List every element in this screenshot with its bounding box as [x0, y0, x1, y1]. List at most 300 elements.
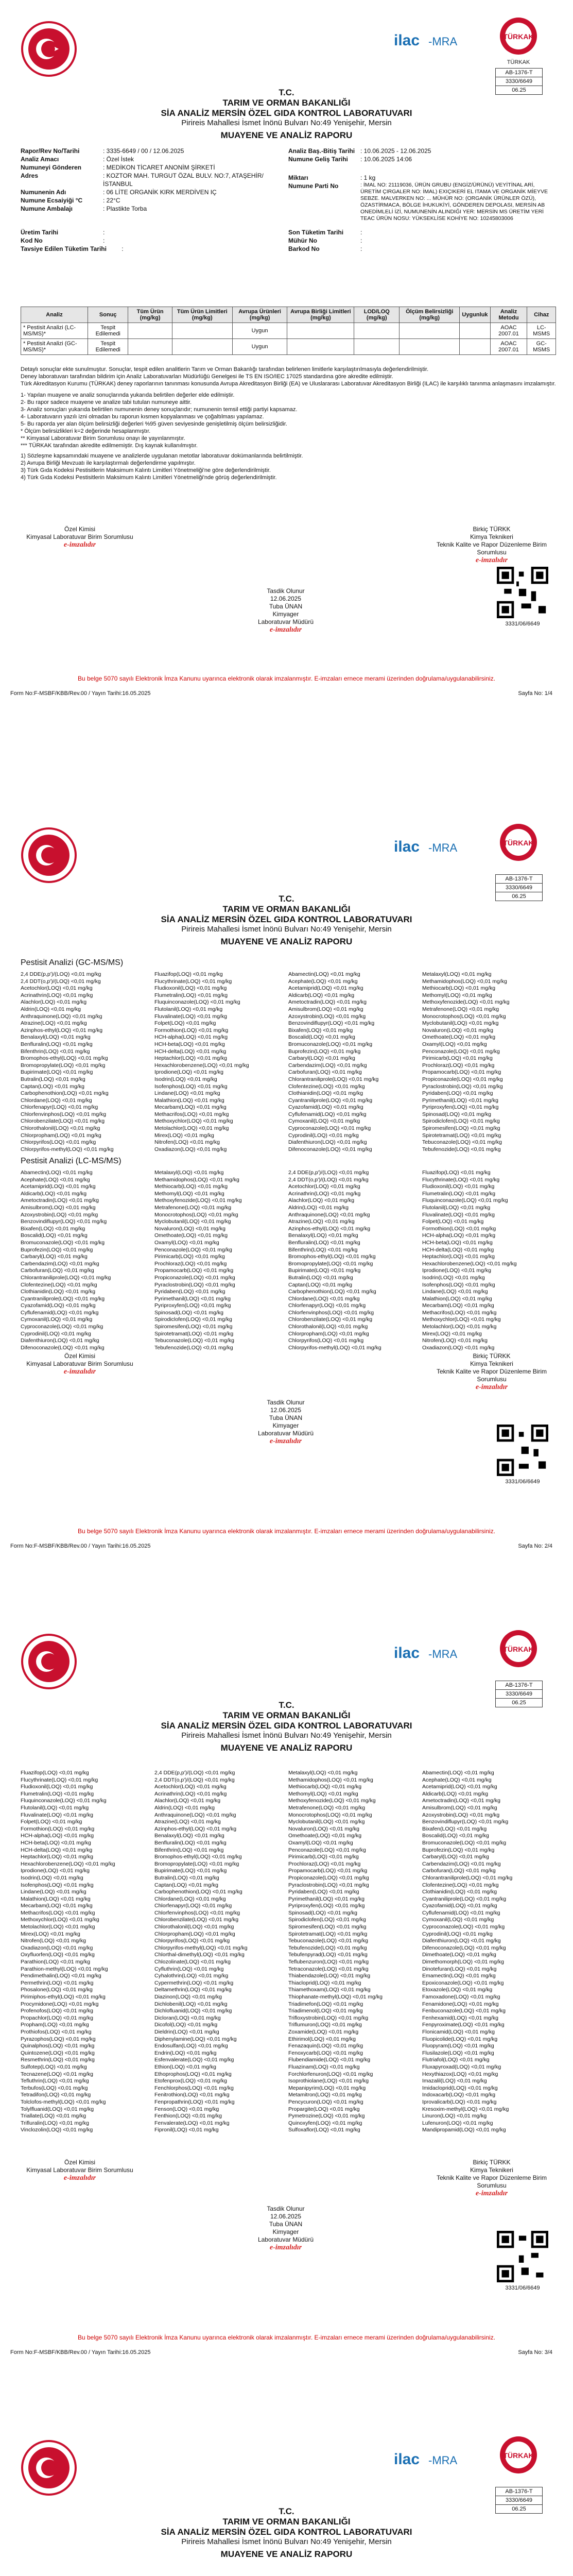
pesticide-item: Alachlor(LOQ) <0,01 mg/kg — [154, 1798, 221, 1804]
col-header: Ölçüm Belirsizliği (mg/kg) — [400, 307, 460, 323]
pesticide-item: Chlorfenapyr(LOQ) <0,01 mg/kg — [21, 1104, 98, 1111]
pesticide-item: Mandipropamid(LOQ) <0,01 mg/kg — [422, 2127, 506, 2133]
date-value: : — [360, 229, 362, 236]
pesticide-item: Pyridaben(LOQ) <0,01 mg/kg — [422, 1090, 493, 1097]
pesticide-item: Bixafen(LOQ) <0,01 mg/kg — [288, 1027, 353, 1033]
pesticide-item: Isodrin(LOQ) <0,01 mg/kg — [154, 1076, 217, 1082]
pesticide-item: Cyantraniliprole(LOQ) <0,01 mg/kg — [288, 1097, 373, 1104]
footnotes — [21, 366, 556, 481]
pesticide-item: HCH-beta(LOQ) <0,01 mg/kg — [422, 1239, 493, 1246]
cell: AOAC 2007.01 — [490, 323, 527, 339]
pesticide-column — [288, 1170, 422, 1351]
pesticide-item: Pencycuron(LOQ) <0,01 mg/kg — [288, 2098, 363, 2105]
date-label: Mühür No — [288, 237, 317, 244]
col-header: Uygunluk — [460, 307, 490, 323]
pesticide-item: Mirex(LOQ) <0,01 mg/kg — [154, 1132, 214, 1139]
pesticide-item: Acephate(LOQ) <0,01 mg/kg — [422, 1776, 492, 1783]
pesticide-item: Aldrin(LOQ) <0,01 mg/kg — [288, 1204, 349, 1211]
signer-role: Kimyager — [272, 611, 299, 618]
report-verify-code: 3331/06/6649 — [505, 2285, 540, 2291]
pesticide-item: Difenoconazole(LOQ) <0,01 mg/kg — [422, 1944, 506, 1951]
pesticide-item: Nitrofen(LOQ) <0,01 mg/kg — [422, 1337, 488, 1344]
svg-text:TÜRKAK: TÜRKAK — [507, 59, 530, 65]
pesticide-item: Oxamyl(LOQ) <0,01 mg/kg — [288, 1839, 353, 1846]
info-label: Adres — [21, 172, 39, 179]
ministry-name: TARIM VE ORMAN BAKANLIĞI — [222, 1710, 351, 1720]
pesticide-item: Acetochlor(LOQ) <0,01 mg/kg — [154, 1784, 227, 1790]
pesticide-item: Ethion(LOQ) <0,01 mg/kg — [154, 2063, 216, 2070]
pesticide-item: Hexachlorobenzene(LOQ) <0,01 mg/kg — [422, 1260, 517, 1267]
report-title: MUAYENE VE ANALİZ RAPORU — [220, 937, 353, 946]
pesticide-item: Cymoxanil(LOQ) <0,01 mg/kg — [288, 1118, 360, 1125]
quality-signature — [432, 2159, 551, 2197]
pesticide-item: Benalaxyl(LOQ) <0,01 mg/kg — [154, 1833, 224, 1839]
pesticide-item: Chlorpropham(LOQ) <0,01 mg/kg — [288, 1330, 369, 1337]
pesticide-item: Imazalil(LOQ) <0,01 mg/kg — [422, 2078, 487, 2084]
pesticide-item: Cyazofamid(LOQ) <0,01 mg/kg — [21, 1302, 96, 1309]
pesticide-item: Chlorothalonil(LOQ) <0,01 mg/kg — [154, 1924, 234, 1930]
e-signature-stamp: e-imzalıdır — [63, 541, 96, 549]
report-titles — [0, 88, 573, 141]
pesticide-item: Nitrofen(LOQ) <0,01 mg/kg — [21, 1938, 86, 1944]
accreditation-no: AB-1376-T — [496, 2487, 542, 2496]
pesticide-item: Carbofuran(LOQ) <0,01 mg/kg — [288, 1069, 362, 1076]
pesticide-item: Acrinathrin(LOQ) <0,01 mg/kg — [21, 992, 93, 998]
pesticide-item: Anthraquinone(LOQ) <0,01 mg/kg — [21, 1013, 102, 1020]
pesticide-item: Monocrotophos(LOQ) <0,01 mg/kg — [288, 1811, 372, 1818]
pesticide-item: Chlorobenzilate(LOQ) <0,01 mg/kg — [21, 1118, 105, 1125]
accreditation-no: AB-1376-T — [496, 875, 542, 884]
info-value: : MEDİKON TİCARET ANONİM ŞİRKETİ — [103, 164, 215, 171]
pesticide-item: Propiconazole(LOQ) <0,01 mg/kg — [422, 1076, 503, 1082]
report-titles — [0, 894, 573, 947]
info-label: Analiz Amacı — [21, 156, 59, 163]
pesticide-item: Parathion-methyl(LOQ) <0,01 mg/kg — [21, 1965, 108, 1972]
pesticide-item: Chlorpyrifos-methyl(LOQ) <0,01 mg/kg — [288, 1344, 381, 1351]
pesticide-item: Abamectin(LOQ) <0,01 mg/kg — [21, 1170, 93, 1176]
page-header — [0, 10, 573, 93]
pesticide-item: Spinosad(LOQ) <0,01 mg/kg — [422, 1111, 491, 1117]
pesticide-item: Dicofol(LOQ) <0,01 mg/kg — [154, 2022, 218, 2028]
ministry-label: T.C. — [279, 2506, 294, 2516]
pesticide-item: Cyantraniliprole(LOQ) <0,01 mg/kg — [21, 1295, 105, 1302]
turkak-logo — [494, 15, 543, 67]
pesticide-item: Propiconazole(LOQ) <0,01 mg/kg — [154, 1274, 235, 1281]
pesticide-item: Abamectin(LOQ) <0,01 mg/kg — [422, 1770, 494, 1776]
pesticide-item: Flubendiamide(LOQ) <0,01 mg/kg — [288, 2057, 371, 2063]
info-label: Analiz Baş.-Bitiş Tarihi — [288, 147, 355, 155]
pesticide-item: Atrazine(LOQ) <0,01 mg/kg — [154, 1819, 221, 1825]
pesticide-item: Propamocarb(LOQ) <0,01 mg/kg — [288, 1868, 368, 1874]
pesticide-item: Epoxiconazole(LOQ) <0,01 mg/kg — [422, 1979, 504, 1986]
pesticide-item: Diphenylamine(LOQ) <0,01 mg/kg — [154, 2036, 237, 2042]
pesticide-item: Myclobutanil(LOQ) <0,01 mg/kg — [288, 1819, 365, 1825]
pesticide-item: Fluopyram(LOQ) <0,01 mg/kg — [422, 2043, 494, 2049]
pesticide-item: Acetochlor(LOQ) <0,01 mg/kg — [288, 1183, 360, 1190]
pesticide-item: Chlozolinate(LOQ) <0,01 mg/kg — [154, 1959, 231, 1965]
pesticide-item: Aldrin(LOQ) <0,01 mg/kg — [154, 1804, 215, 1811]
pesticide-item: Cyantraniliprole(LOQ) <0,01 mg/kg — [422, 1895, 507, 1902]
pesticide-item: Pyriproxyfen(LOQ) <0,01 mg/kg — [288, 1903, 365, 1909]
pesticide-item: 2,4 DDT(o,p')/(LOQ) <0,01 mg/kg — [288, 1176, 369, 1183]
ilac-mra-logo — [391, 2444, 463, 2475]
pesticide-item: Aldrin(LOQ) <0,01 mg/kg — [21, 1006, 81, 1012]
pesticide-item: Benzovindiflupyr(LOQ) <0,01 mg/kg — [288, 1020, 375, 1027]
pesticide-item: Bromopropylate(LOQ) <0,01 mg/kg — [21, 1062, 106, 1069]
pesticide-item: Azoxystrobin(LOQ) <0,01 mg/kg — [21, 1211, 98, 1218]
pesticide-item: Chlorpyrifos(LOQ) <0,01 mg/kg — [154, 1938, 230, 1944]
pesticide-item: Cyflufenamid(LOQ) <0,01 mg/kg — [422, 1909, 500, 1916]
quality-signature — [432, 1352, 551, 1391]
signer-name: Özel Kimisi — [64, 526, 95, 533]
pesticide-item: Acetamiprid(LOQ) <0,01 mg/kg — [21, 1183, 96, 1190]
date-value: : — [360, 245, 362, 252]
pesticide-item: Spirodiclofen(LOQ) <0,01 mg/kg — [154, 1316, 232, 1323]
svg-text:ilac: ilac — [394, 1645, 420, 1662]
revision-code: 06.25 — [512, 87, 526, 93]
revision-code: 06.25 — [512, 893, 526, 900]
pesticide-item: Oxamyl(LOQ) <0,01 mg/kg — [154, 1239, 219, 1246]
section-title: Pestisit Analizi (GC-MS/MS) — [21, 958, 124, 967]
cell — [172, 323, 232, 339]
pesticide-item: Alachlor(LOQ) <0,01 mg/kg — [288, 1197, 355, 1204]
pesticide-item: Formothion(LOQ) <0,01 mg/kg — [154, 1027, 229, 1033]
pesticide-item: Thiamethoxam(LOQ) <0,01 mg/kg — [288, 1987, 371, 1993]
chem-lab-signature — [21, 1352, 139, 1376]
pesticide-item: Heptachlor(LOQ) <0,01 mg/kg — [154, 1055, 227, 1062]
pesticide-item: Buprofezin(LOQ) <0,01 mg/kg — [288, 1048, 361, 1055]
pesticide-item: Chlordane(LOQ) <0,01 mg/kg — [288, 1295, 360, 1302]
pesticide-item: Metrafenone(LOQ) <0,01 mg/kg — [288, 1804, 366, 1811]
signer-role: Kimya Teknikeri — [470, 1360, 513, 1367]
pesticide-column — [422, 971, 556, 1153]
pesticide-item: Dimethoate(LOQ) <0,01 mg/kg — [422, 1952, 496, 1958]
col-header: Tüm Ürün (mg/kg) — [128, 307, 172, 323]
pesticide-item: Ametoctradin(LOQ) <0,01 mg/kg — [422, 1798, 501, 1804]
lab-name: SİA ANALİZ MERSİN ÖZEL GIDA KONTROL LABORATUVARI — [161, 108, 412, 118]
pesticide-item: Omethoate(LOQ) <0,01 mg/kg — [422, 1034, 496, 1041]
pesticide-item: HCH-delta(LOQ) <0,01 mg/kg — [422, 1246, 494, 1253]
pesticide-item: Fluazifop(LOQ) <0,01 mg/kg — [422, 1170, 491, 1176]
pesticide-item: Cyprodinil(LOQ) <0,01 mg/kg — [288, 1132, 359, 1139]
pesticide-item: Fipronil(LOQ) <0,01 mg/kg — [154, 2127, 219, 2133]
pesticide-item: Ethirimol(LOQ) <0,01 mg/kg — [288, 2036, 356, 2042]
pesticide-item: Cyproconazole(LOQ) <0,01 mg/kg — [288, 1125, 371, 1132]
cell — [354, 339, 400, 355]
pesticide-item: Mecarbam(LOQ) <0,01 mg/kg — [422, 1302, 494, 1309]
e-signature-stamp: e-imzalıdır — [63, 2174, 96, 2182]
pesticide-item: Flusilazole(LOQ) <0,01 mg/kg — [422, 2049, 494, 2056]
note-line: 2) Avrupa Birliği Mevzuatı ile karşılaştırmalı değerlendirme yapılmıştır. — [21, 460, 196, 466]
pesticide-item: HCH-beta(LOQ) <0,01 mg/kg — [21, 1839, 91, 1846]
ministry-label: T.C. — [279, 1700, 294, 1710]
pesticide-item: Flumetralin(LOQ) <0,01 mg/kg — [154, 992, 228, 998]
approval-label: Tasdik Olunur — [267, 2205, 305, 2212]
pesticide-item: Dicloran(LOQ) <0,01 mg/kg — [154, 2014, 221, 2021]
pesticide-item: Benzovindiflupyr(LOQ) <0,01 mg/kg — [422, 1819, 509, 1825]
pesticide-item: Chlorpyrifos(LOQ) <0,01 mg/kg — [21, 1139, 96, 1146]
qr-code-icon[interactable] — [497, 567, 548, 618]
svg-text:TÜRKAK: TÜRKAK — [503, 839, 534, 847]
svg-text:TÜRKAK: TÜRKAK — [503, 1645, 534, 1653]
cell: Tespit Edilemedi — [88, 339, 128, 355]
pesticide-item: Bifenthrin(LOQ) <0,01 mg/kg — [288, 1246, 358, 1253]
pesticide-item: Methoxychlor(LOQ) <0,01 mg/kg — [154, 1118, 233, 1125]
pesticide-item: Cyproconazole(LOQ) <0,01 mg/kg — [422, 1924, 505, 1930]
qr-code-icon[interactable] — [497, 2231, 548, 2282]
note-line: 4- Laboratuvarın yazılı izni olmadan bu raporun kısmen kopyalanması ve çoğaltılması yapılamaz. — [21, 414, 264, 420]
pesticide-item: Thiophanate-methyl(LOQ) <0,01 mg/kg — [288, 1994, 383, 2000]
pesticide-item: Methacrifos(LOQ) <0,01 mg/kg — [422, 1309, 497, 1316]
pesticide-item: Spirodiclofen(LOQ) <0,01 mg/kg — [288, 1917, 366, 1923]
pesticide-column — [288, 971, 422, 1153]
pesticide-item: Butralin(LOQ) <0,01 mg/kg — [154, 1874, 219, 1881]
pesticide-item: Oxadiazon(LOQ) <0,01 mg/kg — [21, 1944, 93, 1951]
pesticide-item: Oxadiazon(LOQ) <0,01 mg/kg — [422, 1344, 495, 1351]
info-label: Numune Ecsaiyiği °C — [21, 197, 83, 204]
signer-name: Birkiç TÜRKK — [473, 526, 511, 533]
pesticide-item: Carbendazim(LOQ) <0,01 mg/kg — [21, 1260, 99, 1267]
pesticide-item: Flucythrinate(LOQ) <0,01 mg/kg — [154, 978, 232, 985]
pesticide-item: Acephate(LOQ) <0,01 mg/kg — [288, 978, 358, 985]
pesticide-item: Bromopropylate(LOQ) <0,01 mg/kg — [288, 1260, 373, 1267]
pesticide-item: Bixafen(LOQ) <0,01 mg/kg — [21, 1225, 85, 1232]
lab-name: SİA ANALİZ MERSİN ÖZEL GIDA KONTROL LABORATUVARI — [161, 1721, 412, 1731]
pesticide-item: Tefluthrin(LOQ) <0,01 mg/kg — [21, 2078, 89, 2084]
pesticide-item: Methacrifos(LOQ) <0,01 mg/kg — [21, 1909, 95, 1916]
turkak-logo — [494, 1628, 543, 1680]
pesticide-item: Tebufenozide(LOQ) <0,01 mg/kg — [288, 1944, 367, 1951]
pesticide-item: Tebuconazole(LOQ) <0,01 mg/kg — [288, 1938, 368, 1944]
report-page-3 — [0, 1623, 573, 2421]
ministry-name: TARIM VE ORMAN BAKANLIĞI — [222, 904, 351, 914]
lab-name: SİA ANALİZ MERSİN ÖZEL GIDA KONTROL LABORATUVARI — [161, 2527, 412, 2537]
pesticide-item: Kresoxim-methyl(LOQ) <0,01 mg/kg — [422, 2106, 509, 2112]
pesticide-item: Ametoctradin(LOQ) <0,01 mg/kg — [288, 999, 367, 1006]
quality-signature — [432, 526, 551, 564]
pesticide-item: Trifluralin(LOQ) <0,01 mg/kg — [21, 2120, 89, 2126]
pesticide-item: Tebufenozide(LOQ) <0,01 mg/kg — [154, 1344, 233, 1351]
ministry-emblem-icon — [21, 21, 77, 77]
pesticide-item: Difenoconazole(LOQ) <0,01 mg/kg — [21, 1344, 105, 1351]
pesticide-column — [288, 1770, 422, 2134]
pesticide-item: Omethoate(LOQ) <0,01 mg/kg — [154, 1232, 228, 1239]
info-label: Numune Geliş Tarihi — [288, 156, 348, 163]
ilac-mra-logo — [391, 25, 463, 56]
signer-title: Kimyasal Laboratuvar Birim Sorumlusu — [26, 2166, 133, 2174]
report-page-4 — [0, 2429, 573, 2576]
e-signature-stamp: e-imzalıdır — [269, 2244, 302, 2251]
pesticide-item: Acrinathrin(LOQ) <0,01 mg/kg — [288, 1190, 361, 1197]
pesticide-item: Clofentezine(LOQ) <0,01 mg/kg — [21, 1281, 97, 1288]
pesticide-item: Folpet(LOQ) <0,01 mg/kg — [154, 1020, 216, 1027]
form-number: Form No:F-MSBF/KBB/Rev.00 / Yayın Tarihi:16.05.2025 — [10, 2349, 151, 2355]
pesticide-item: Novaluron(LOQ) <0,01 mg/kg — [422, 1027, 494, 1033]
cell: * Pestisit Analizi (LC-MS/MS)* — [21, 323, 88, 339]
pesticide-item: Myclobutanil(LOQ) <0,01 mg/kg — [422, 1020, 499, 1027]
pesticide-item: Spirotetramat(LOQ) <0,01 mg/kg — [154, 1330, 234, 1337]
pesticide-item: Propamocarb(LOQ) <0,01 mg/kg — [154, 1267, 234, 1274]
table-row — [21, 339, 556, 355]
pesticide-item: Pyraclostrobin(LOQ) <0,01 mg/kg — [288, 1882, 369, 1888]
pesticide-item: Phosalone(LOQ) <0,01 mg/kg — [21, 1987, 93, 1993]
pesticide-item: Resmethrin(LOQ) <0,01 mg/kg — [21, 2057, 95, 2063]
report-verify-code: 3331/06/6649 — [505, 1479, 540, 1485]
pesticide-item: Flutriafol(LOQ) <0,01 mg/kg — [422, 2057, 490, 2063]
pesticide-item: Clothianidin(LOQ) <0,01 mg/kg — [21, 1289, 96, 1295]
pesticide-item: Metalaxyl(LOQ) <0,01 mg/kg — [422, 971, 492, 977]
pesticide-item: Aldicarb(LOQ) <0,01 mg/kg — [422, 1790, 489, 1797]
pesticide-item: Pyrimethanil(LOQ) <0,01 mg/kg — [422, 1097, 498, 1104]
pesticide-item: Mirex(LOQ) <0,01 mg/kg — [422, 1330, 482, 1337]
pesticide-item: Thiacloprid(LOQ) <0,01 mg/kg — [288, 1979, 361, 1986]
pesticide-item: Carbophenothion(LOQ) <0,01 mg/kg — [154, 1889, 242, 1895]
pesticide-column — [21, 971, 154, 1153]
pesticide-item: Acrinathrin(LOQ) <0,01 mg/kg — [154, 1790, 227, 1797]
pesticide-item: Tebufenozide(LOQ) <0,01 mg/kg — [422, 1146, 501, 1153]
pesticide-item: Teflubenzuron(LOQ) <0,01 mg/kg — [288, 1959, 369, 1965]
pesticide-item: Pyraclostrobin(LOQ) <0,01 mg/kg — [422, 1083, 503, 1090]
col-header: Tüm Ürün Limitleri (mg/kg) — [172, 307, 232, 323]
pesticide-item: Fludioxonil(LOQ) <0,01 mg/kg — [422, 1183, 495, 1190]
pesticide-item: Pymetrozine(LOQ) <0,01 mg/kg — [288, 2113, 365, 2120]
pesticide-item: Cyprodinil(LOQ) <0,01 mg/kg — [422, 1930, 493, 1937]
pesticide-item: Chlorpropham(LOQ) <0,01 mg/kg — [154, 1930, 235, 1937]
pesticide-item: Quinoxyfen(LOQ) <0,01 mg/kg — [288, 2120, 362, 2126]
page-header — [0, 2429, 573, 2512]
svg-text:-MRA: -MRA — [428, 1648, 458, 1660]
report-title: MUAYENE VE ANALİZ RAPORU — [220, 130, 353, 140]
e-signature-stamp: e-imzalıdır — [475, 1383, 508, 1391]
signer-title: Kimyasal Laboratuvar Birim Sorumlusu — [26, 1360, 133, 1367]
pesticide-item: Cyfluthrin(LOQ) <0,01 mg/kg — [154, 1965, 224, 1972]
pesticide-item: Fenpropathrin(LOQ) <0,01 mg/kg — [154, 2098, 235, 2105]
cell — [400, 323, 460, 339]
pesticide-item: Chlordane(LOQ) <0,01 mg/kg — [154, 1895, 226, 1902]
results-header-row — [21, 307, 556, 323]
pesticide-item: Cypermethrin(LOQ) <0,01 mg/kg — [154, 1979, 234, 1986]
pesticide-item: Tolylfluanid(LOQ) <0,01 mg/kg — [21, 2106, 94, 2112]
signer-name: Tuba ÜNAN — [269, 603, 303, 610]
pesticide-item: Penconazole(LOQ) <0,01 mg/kg — [154, 1246, 232, 1253]
date-label: Barkod No — [288, 245, 320, 252]
cell — [287, 323, 354, 339]
pesticide-item: 2,4 DDE(p,p')/(LOQ) <0,01 mg/kg — [21, 971, 101, 977]
pesticide-item: Methoxyfenozide(LOQ) <0,01 mg/kg — [422, 999, 510, 1006]
signer-role: Kimya Teknikeri — [470, 533, 513, 540]
pesticide-item: Quinalphos(LOQ) <0,01 mg/kg — [21, 2043, 95, 2049]
pesticide-item: Anthraquinone(LOQ) <0,01 mg/kg — [288, 1211, 370, 1218]
pesticide-item: Flumetralin(LOQ) <0,01 mg/kg — [21, 1790, 94, 1797]
info-value: : 1 kg — [360, 174, 376, 181]
ministry-name: TARIM VE ORMAN BAKANLIĞI — [222, 2517, 351, 2527]
pesticide-item: Methoxyfenozide(LOQ) <0,01 mg/kg — [154, 1197, 242, 1204]
note-line: 4) Türk Gıda Kodeksi Pestisitlerin Maksimum Kalıntı Limitleri Yönetmeliği'nde görüş değerlendirilmiştir. — [21, 474, 277, 481]
pesticide-item: Fenazaquin(LOQ) <0,01 mg/kg — [288, 2043, 363, 2049]
report-titles — [0, 1700, 573, 1753]
svg-text:TÜRKAK: TÜRKAK — [503, 2451, 534, 2460]
pesticide-item: Ametoctradin(LOQ) <0,01 mg/kg — [21, 1197, 99, 1204]
pesticide-item: Emamectin(LOQ) <0,01 mg/kg — [422, 1973, 496, 1979]
pesticide-item: Metalaxyl(LOQ) <0,01 mg/kg — [288, 1770, 358, 1776]
pesticide-item: Procymidone(LOQ) <0,01 mg/kg — [21, 2001, 99, 2007]
pesticide-item: Terbufos(LOQ) <0,01 mg/kg — [21, 2084, 88, 2091]
date-value: : — [103, 237, 105, 244]
pesticide-item: Chlorantraniliprole(LOQ) <0,01 mg/kg — [21, 1274, 111, 1281]
pesticide-item: Tetradifon(LOQ) <0,01 mg/kg — [21, 2092, 91, 2098]
cell — [400, 339, 460, 355]
pesticide-item: Mecarbam(LOQ) <0,01 mg/kg — [154, 1104, 227, 1111]
report-verify-code: 3331/06/6649 — [505, 621, 540, 627]
pesticide-item: Metrafenone(LOQ) <0,01 mg/kg — [154, 1204, 232, 1211]
pesticide-item: Metamitron(LOQ) <0,01 mg/kg — [288, 2092, 362, 2098]
lab-address: Pirireis Mahallesi İsmet İnönü Bulvarı No:49 Yenişehir, Mersin — [181, 2537, 392, 2546]
e-signature-stamp: e-imzalıdır — [269, 1437, 302, 1445]
qr-code-icon[interactable] — [497, 1425, 548, 1476]
pesticide-item: Fenchlorphos(LOQ) <0,01 mg/kg — [154, 2084, 234, 2091]
pesticide-item: 2,4 DDE(p,p')/(LOQ) <0,01 mg/kg — [288, 1170, 369, 1176]
col-header: Sonuç — [88, 307, 128, 323]
pesticide-column — [422, 1770, 556, 2134]
pesticide-item: Chlordane(LOQ) <0,01 mg/kg — [21, 1097, 92, 1104]
ministry-label: T.C. — [279, 88, 294, 97]
pesticide-item: Pyrimethanil(LOQ) <0,01 mg/kg — [154, 1295, 231, 1302]
cell: GC-MSMS — [527, 339, 556, 355]
pesticide-item: Chlorthal-dimethyl(LOQ) <0,01 mg/kg — [154, 1952, 245, 1958]
e-signature-stamp: e-imzalıdır — [475, 2190, 508, 2197]
pesticide-item: Methamidophos(LOQ) <0,01 mg/kg — [154, 1176, 239, 1183]
pesticide-item: Carbofuran(LOQ) <0,01 mg/kg — [21, 1267, 94, 1274]
pesticide-item: Chlorpyrifos-methyl(LOQ) <0,01 mg/kg — [21, 1146, 114, 1153]
form-number: Form No:F-MSBF/KBB/Rev.00 / Yayın Tarihi:16.05.2025 — [10, 690, 151, 697]
pesticide-item: Benfluralin(LOQ) <0,01 mg/kg — [21, 1041, 93, 1047]
turkak-logo — [494, 822, 543, 873]
pesticide-item: Carbophenothion(LOQ) <0,01 mg/kg — [288, 1289, 376, 1295]
pesticide-item: Bromuconazole(LOQ) <0,01 mg/kg — [422, 1839, 507, 1846]
report-page-1 — [0, 10, 573, 809]
pesticide-item: Benalaxyl(LOQ) <0,01 mg/kg — [288, 1232, 358, 1239]
lab-address: Pirireis Mahallesi İsmet İnönü Bulvarı No:49 Yenişehir, Mersin — [181, 1731, 392, 1740]
pesticide-item: Bixafen(LOQ) <0,01 mg/kg — [422, 1825, 487, 1832]
pesticide-item: Captan(LOQ) <0,01 mg/kg — [154, 1882, 219, 1888]
pesticide-item: Malathion(LOQ) <0,01 mg/kg — [154, 1097, 224, 1104]
pesticide-item: Lindane(LOQ) <0,01 mg/kg — [422, 1289, 488, 1295]
note-line: Deney laboratuvarı tarafından bildirim için Analiz Laboratuvarları Müdürlüğü Genelgesi ile TS EN ISO/IEC 17025 standardına göre akredite edilmiştir. — [21, 374, 393, 380]
pesticide-item: Atrazine(LOQ) <0,01 mg/kg — [288, 1218, 355, 1225]
pesticide-item: Diafenthiuron(LOQ) <0,01 mg/kg — [21, 1337, 99, 1344]
pesticide-item: Fenthion(LOQ) <0,01 mg/kg — [154, 2113, 222, 2120]
ministry-emblem-icon — [21, 827, 77, 884]
approval-label: Tasdik Olunur — [267, 587, 305, 595]
pesticide-item: Lindane(LOQ) <0,01 mg/kg — [21, 1889, 86, 1895]
date-value: : — [360, 237, 362, 244]
pesticide-item: Pyrimethanil(LOQ) <0,01 mg/kg — [288, 1895, 364, 1902]
note-line: 1) Sözleşme kapsamındaki muayene ve analizlerde uygulanan metotlar laboratuvar dokümanlarında belirtilmiştir. — [21, 453, 303, 459]
pesticide-item: Carbendazim(LOQ) <0,01 mg/kg — [422, 1860, 501, 1867]
pesticide-item: Pyridaben(LOQ) <0,01 mg/kg — [154, 1289, 225, 1295]
svg-text:-MRA: -MRA — [428, 841, 458, 854]
pesticide-item: Pirimicarb(LOQ) <0,01 mg/kg — [422, 1055, 493, 1062]
pesticide-item: Tebufenpyrad(LOQ) <0,01 mg/kg — [288, 1952, 368, 1958]
pesticide-item: Chlorpropham(LOQ) <0,01 mg/kg — [21, 1132, 101, 1139]
pesticide-item: Omethoate(LOQ) <0,01 mg/kg — [288, 1833, 362, 1839]
report-code: 3330/6649 — [496, 1690, 542, 1699]
pesticide-item: Chlorobenzilate(LOQ) <0,01 mg/kg — [288, 1316, 373, 1323]
pesticide-item: Dinotefuran(LOQ) <0,01 mg/kg — [422, 1965, 497, 1972]
director-signature — [227, 1399, 345, 1445]
date-label: Son Tüketim Tarihi — [288, 229, 344, 236]
pesticide-column — [154, 1770, 288, 2134]
